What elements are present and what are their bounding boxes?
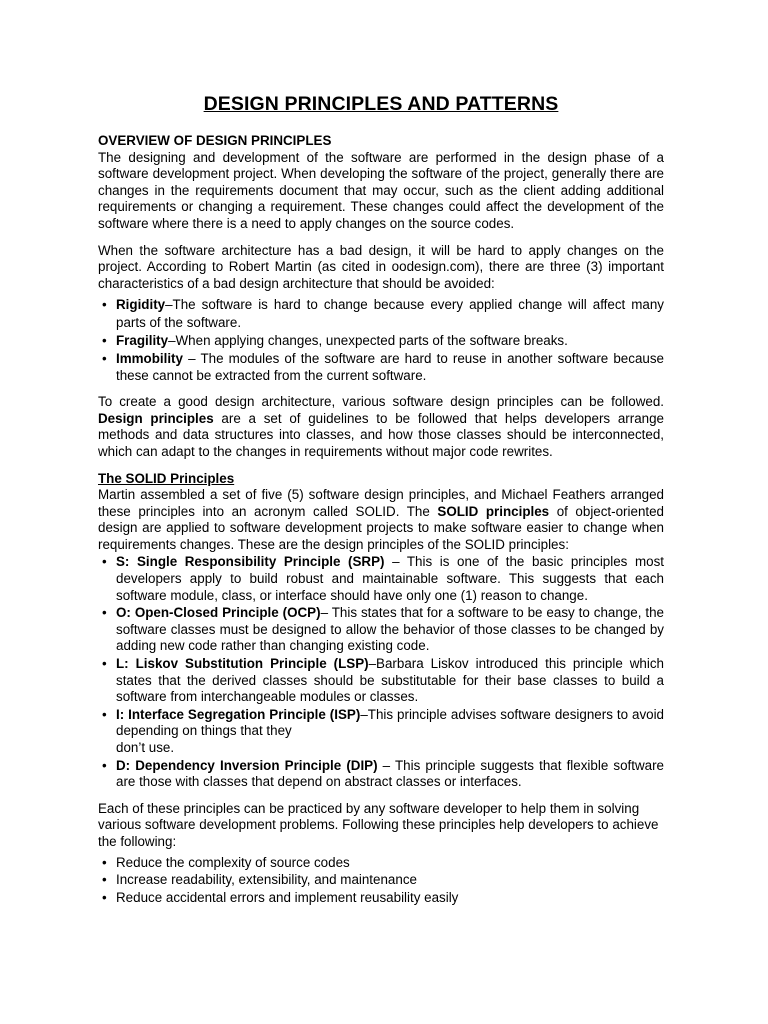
trait-term: Rigidity (116, 297, 166, 313)
overview-paragraph-3 (98, 394, 664, 460)
principle-term: O: Open-Closed Principle (OCP) (116, 605, 321, 621)
list-item (98, 855, 664, 872)
bullet-icon: • (102, 605, 107, 621)
overview-paragraph-1: The designing and development of the software are performed in the design phase of a software development project. When developing the software of the project, generally there are changes in the requirements document that may occur, such as the client adding additional requirements or changing a requirement. These changes could affect the development of the software where there is a need to apply changes on the source codes. (98, 149, 664, 231)
list-item (98, 758, 664, 791)
benefit-text: Reduce the complexity of source codes (116, 854, 350, 870)
trait-description: – The modules of the software are hard to reuse in another software because these cannot be extracted from the current software. (116, 350, 664, 383)
list-item (98, 890, 664, 907)
bullet-icon: • (102, 757, 107, 773)
bullet-icon: • (102, 350, 107, 366)
list-item (98, 707, 664, 757)
overview-paragraph-2: When the software architecture has a bad design, it will be hard to apply changes on the project. According to Robert Martin (as cited in oodesign.com), there are three (3) important characteristics of a bad design architecture that should be avoided: (98, 242, 664, 291)
benefit-text: Increase readability, extensibility, and maintenance (116, 872, 417, 888)
bullet-icon: • (102, 889, 107, 905)
principle-description: – This principle suggests that flexible software are those with classes that depend on abstract classes or interfaces. (116, 757, 664, 790)
list-item (98, 333, 664, 350)
list-item (98, 296, 664, 332)
bullet-icon: • (102, 297, 107, 313)
bullet-icon: • (102, 854, 107, 870)
closing-paragraph: Each of these principles can be practiced by any software developer to help them in solving various software development problems. Following these principles help developers to achieve the following: (98, 800, 659, 849)
bad-design-list (98, 296, 664, 384)
bullet-icon: • (102, 872, 107, 888)
principle-term: D: Dependency Inversion Principle (DIP) (116, 757, 378, 773)
paragraph-text: To create a good design architecture, various software design principles can be followed. (98, 394, 664, 410)
list-item (98, 351, 664, 384)
principle-term: I: Interface Segregation Principle (ISP) (116, 706, 361, 722)
trait-description: –The software is hard to change because every applied change will affect many parts of the software. (116, 297, 664, 331)
solid-intro (98, 487, 664, 553)
solid-heading: The SOLID Principles (98, 470, 235, 486)
paragraph-text: Martin assembled a set of five (5) software design principles, and Michael Feathers arranged these principles into an acronym called SOLID. The (98, 487, 664, 519)
overview-heading: OVERVIEW OF DESIGN PRINCIPLES (98, 133, 332, 148)
benefits-list (98, 855, 664, 907)
principle-description: –Barbara Liskov introduced this principle which states that the derived classes should be substitutable for their base classes to build a software from interchangeable modules or classes. (116, 656, 664, 705)
benefit-text: Reduce accidental errors and implement reusability easily (116, 889, 459, 905)
bullet-icon: • (102, 554, 107, 570)
solid-term: SOLID principles (437, 503, 550, 519)
list-item (98, 656, 664, 706)
bullet-icon: • (102, 333, 107, 349)
principle-description: –This principle advises software designers to avoid depending on things that they (116, 706, 665, 739)
trait-term: Fragility (116, 333, 169, 349)
principle-term: L: Liskov Substitution Principle (LSP) (116, 656, 369, 672)
design-principles-term: Design principles (98, 410, 214, 426)
document-title: DESIGN PRINCIPLES AND PATTERNS (203, 93, 559, 115)
list-item (98, 872, 664, 889)
trait-description: –When applying changes, unexpected parts of the software breaks. (168, 333, 568, 349)
bullet-icon: • (102, 706, 107, 722)
paragraph-text: are a set of guidelines to be followed that helps developers arrange methods and data structures into classes, and how those classes should be interconnected, which can adapt to the changes in requirements without major code rewrites. (98, 410, 664, 459)
trait-term: Immobility (116, 350, 183, 366)
bullet-icon: • (102, 656, 107, 672)
principle-description-continued: don’t use. (116, 740, 175, 755)
solid-principles-list (98, 554, 664, 790)
principle-description: – This is one of the basic principles most developers apply to build robust and maintainable software. This suggests that each software module, class, or interface should have only one (1) reason to change. (116, 554, 664, 603)
list-item (98, 605, 664, 655)
list-item (98, 554, 664, 604)
principle-term: S: Single Responsibility Principle (SRP) (116, 554, 385, 570)
principle-description: – This states that for a software to be easy to change, the software classes must be designed to allow the behavior of those classes to be changed by adding new code rather than changing existing code. (116, 605, 665, 654)
paragraph-text: of object-oriented design are applied to software development projects to make software easier to change when requirements changes. These are the design principles of the SOLID principles: (98, 503, 665, 552)
